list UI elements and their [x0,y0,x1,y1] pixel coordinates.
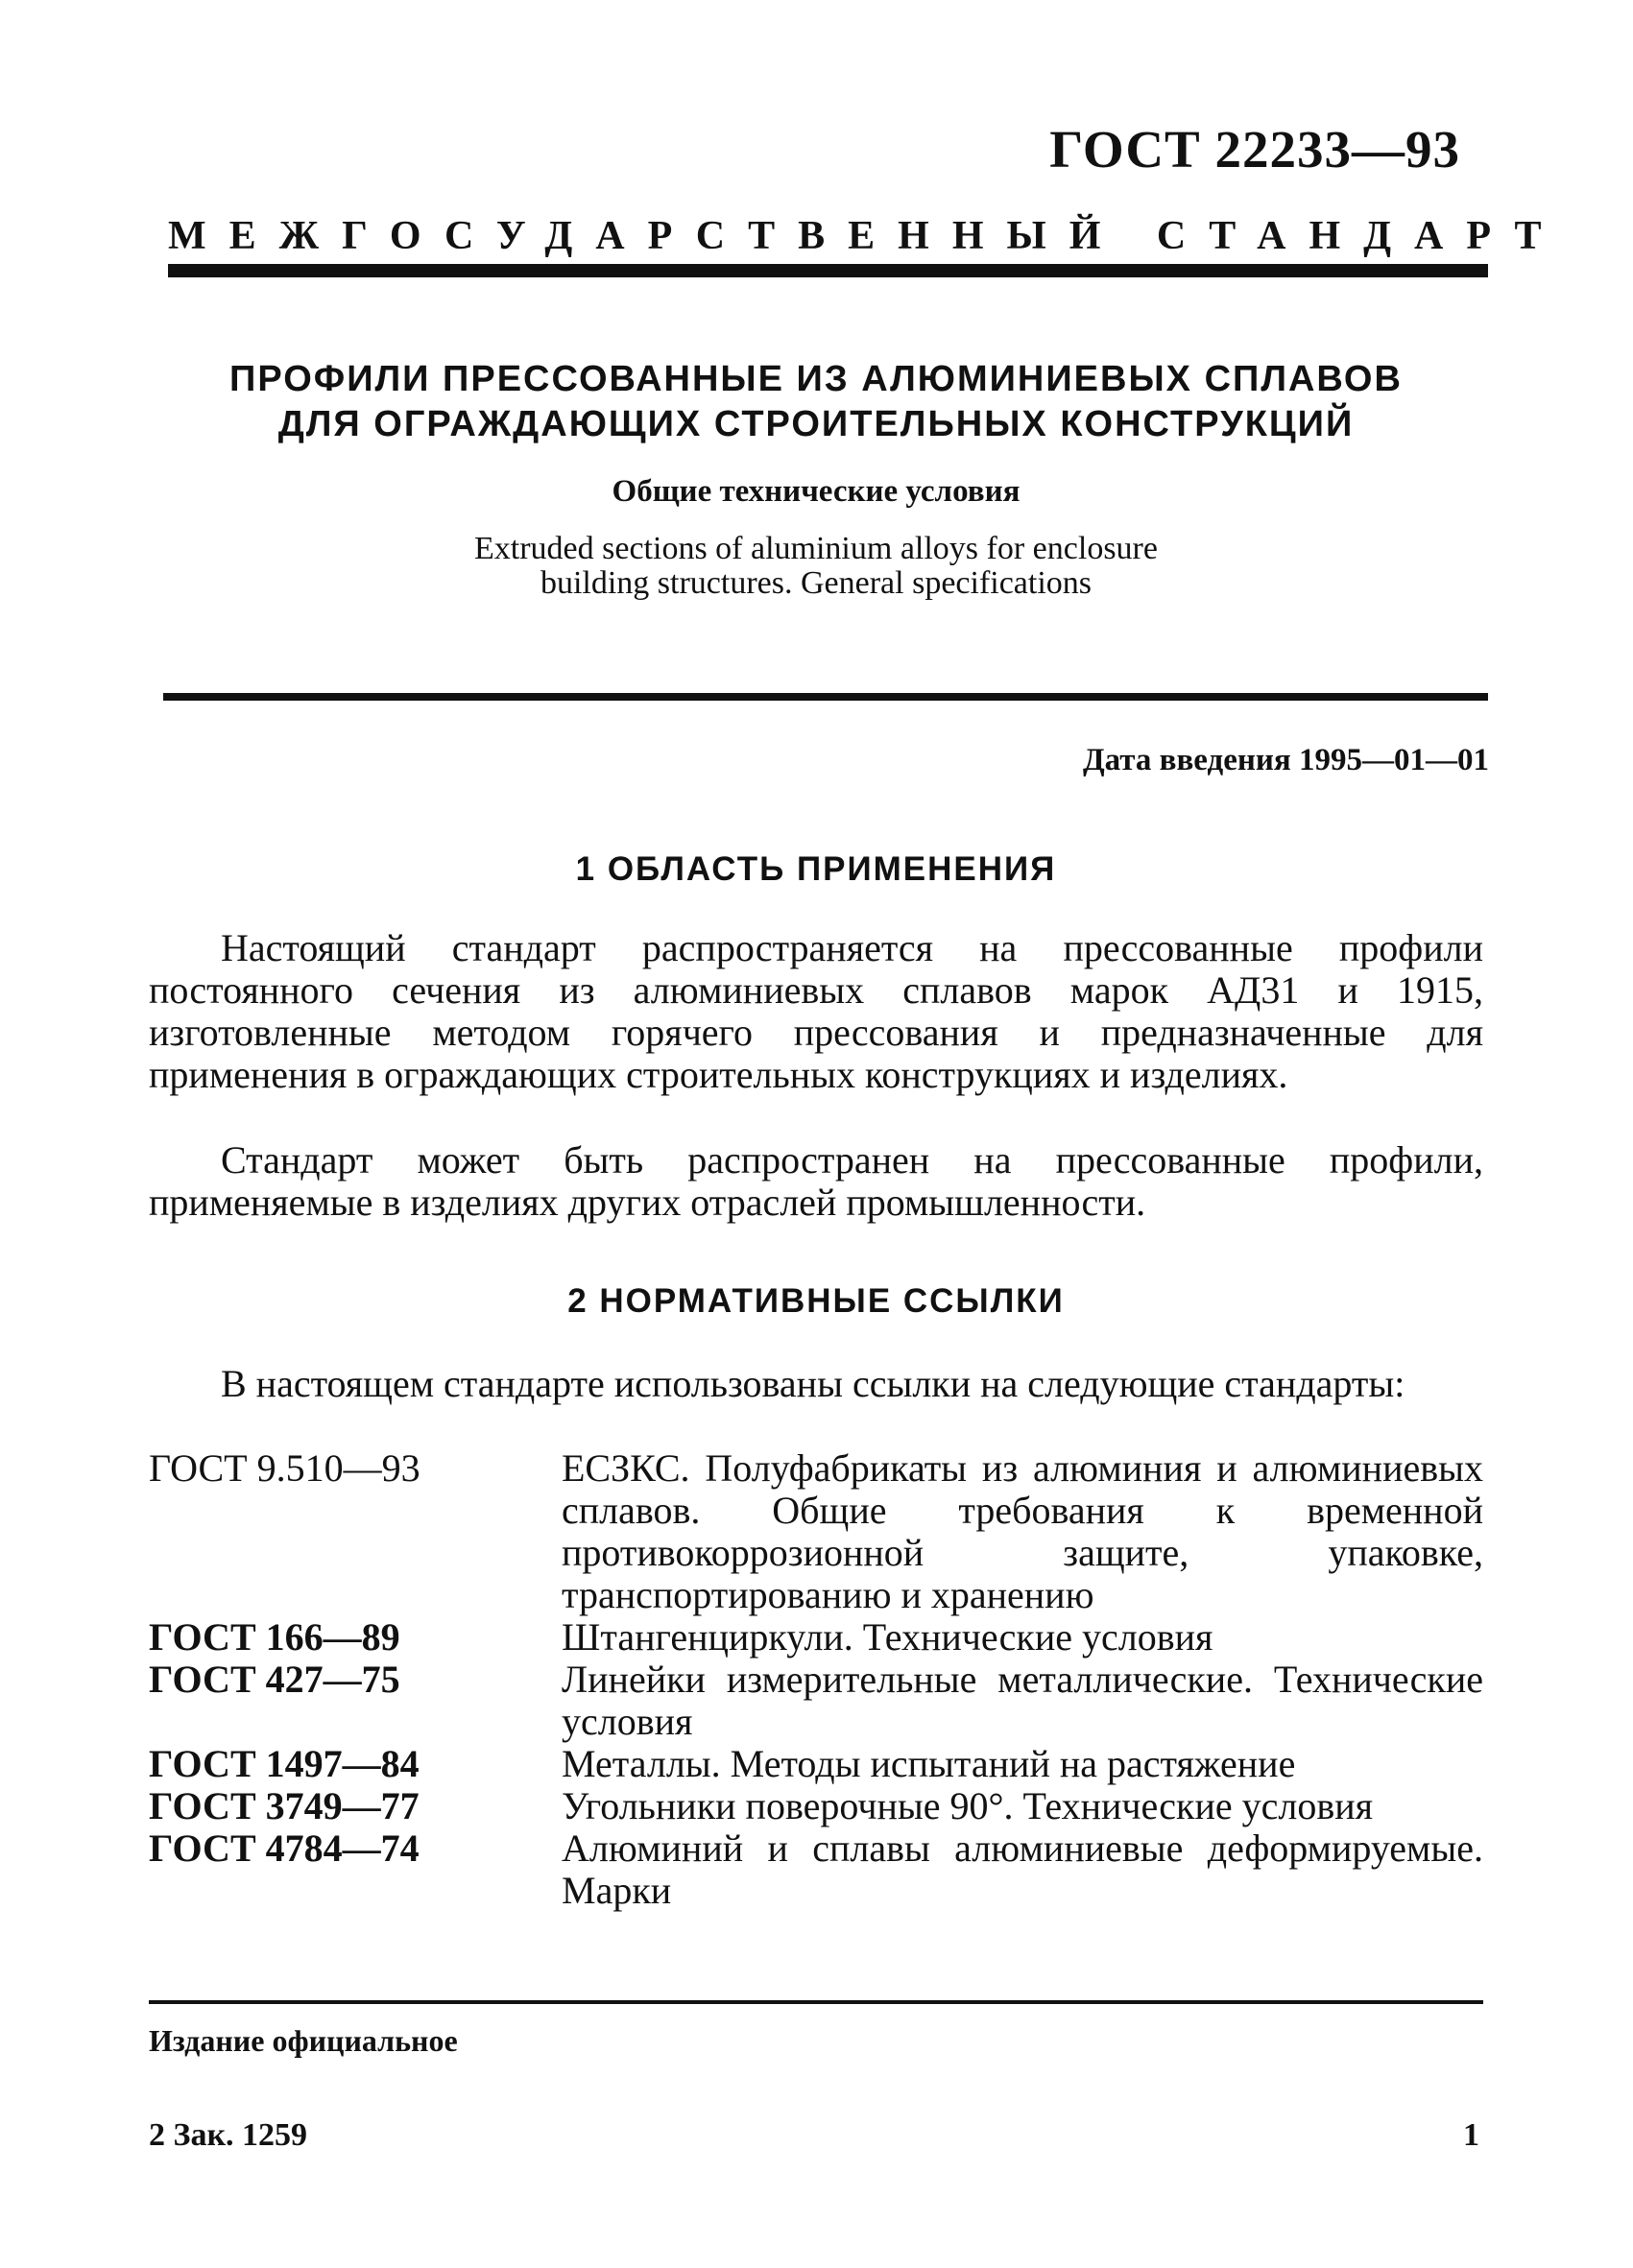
reference-title: Алюминий и сплавы алюминиевые деформируемые. Марки [562,1826,1483,1912]
reference-code: ГОСТ 1497—84 [149,1742,420,1785]
reference-title: Линейки измерительные металлические. Технические условия [562,1658,1483,1743]
reference-code: ГОСТ 9.510—93 [149,1446,420,1490]
reference-row [149,1743,1483,1785]
reference-title: ЕСЗКС. Полуфабрикаты из алюминия и алюминиевых сплавов. Общие требования к временной противокоррозионной защите, упаковке, транспортированию и хранению [562,1446,1483,1616]
section-1-paragraph-1: Настоящий стандарт распространяется на прессованные профили постоянного сечения из алюминиевых сплавов марок АД31 и 1915, изготовленные методом горячего прессования и предназначенные для применения в ограждающих строительных конструкциях и изделиях. [149,926,1483,1096]
title-rule [163,693,1488,701]
reference-title: Угольники поверочные 90°. Технические условия [562,1784,1374,1827]
reference-title: Штангенциркули. Технические условия [562,1615,1213,1659]
standard-code: ГОСТ 22233—93 [1049,120,1460,179]
reference-row [149,1785,1483,1827]
reference-code: ГОСТ 427—75 [149,1658,400,1701]
document-subtitle: Общие технические условия [612,474,1021,509]
section-2-intro: В настоящем стандарте использованы ссылки на следующие стандарты: [221,1362,1405,1405]
reference-code: ГОСТ 4784—74 [149,1826,420,1870]
section-1-paragraph-2: Стандарт может быть распространен на прессованные профили, применяемые в изделиях других отраслей промышленности. [149,1138,1483,1224]
reference-row [149,1616,1483,1659]
footer-rule [149,2000,1483,2004]
standard-kind: МЕЖГОСУДАРСТВЕННЫЙ СТАНДАРТ [168,214,1565,258]
english-title-line-1: Extruded sections of aluminium alloys for enclosure [474,531,1158,566]
official-edition-note: Издание официальное [149,2023,458,2058]
page-number: 1 [1463,2117,1479,2153]
intro-date: Дата введения 1995—01—01 [1082,743,1489,777]
reference-row [149,1447,1483,1616]
reference-code: ГОСТ 3749—77 [149,1784,420,1827]
reference-code: ГОСТ 166—89 [149,1615,400,1659]
title-line-1: ПРОФИЛИ ПРЕССОВАННЫЕ ИЗ АЛЮМИНИЕВЫХ СПЛАВОВ [229,359,1403,399]
title-line-2: ДЛЯ ОГРАЖДАЮЩИХ СТРОИТЕЛЬНЫХ КОНСТРУКЦИЙ [277,404,1355,444]
references-list [149,1447,1483,1912]
header-rule [168,264,1488,277]
english-title [163,532,1469,601]
english-title-line-2: building structures. General specifications [540,565,1093,601]
section-2-heading: 2 НОРМАТИВНЫЕ ССЫЛКИ [567,1282,1065,1320]
document-title [163,357,1469,447]
reference-row [149,1659,1483,1743]
print-order-number: 2 Зак. 1259 [149,2117,308,2153]
reference-title: Металлы. Методы испытаний на растяжение [562,1742,1296,1785]
reference-row [149,1827,1483,1912]
section-1-heading: 1 ОБЛАСТЬ ПРИМЕНЕНИЯ [575,850,1057,888]
